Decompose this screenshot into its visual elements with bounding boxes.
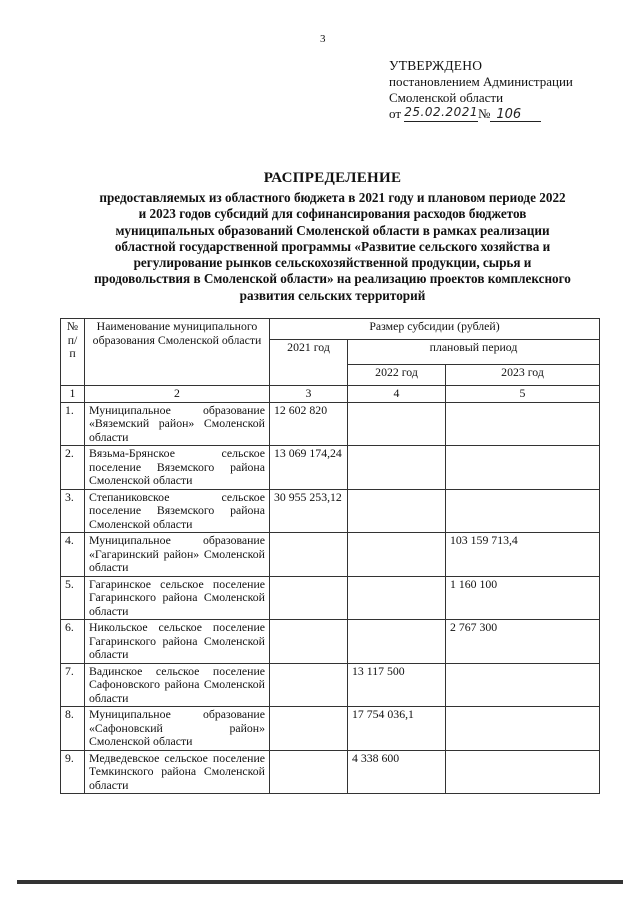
approval-date-line <box>389 106 573 123</box>
table-row <box>61 707 600 751</box>
page-number: 3 <box>320 33 326 45</box>
row-num: 6. <box>61 620 85 664</box>
row-num: 1. <box>61 402 85 446</box>
row-2022 <box>348 576 446 620</box>
table-row <box>61 750 600 794</box>
row-2022 <box>348 533 446 577</box>
header-planned: плановый период <box>348 340 600 365</box>
row-num: 5. <box>61 576 85 620</box>
row-2022: 17 754 036,1 <box>348 707 446 751</box>
title-heading: РАСПРЕДЕЛЕНИЕ <box>263 170 402 186</box>
handwritten-date: 25.02.2021 <box>404 105 478 119</box>
number-prefix: № <box>477 106 491 121</box>
header-2021: 2021 год <box>270 340 348 386</box>
approval-heading: УТВЕРЖДЕНО <box>389 58 483 73</box>
approval-line-2: Смоленской области <box>389 90 504 105</box>
row-2022: 4 338 600 <box>348 750 446 794</box>
row-2023 <box>446 489 600 533</box>
handwritten-number: 106 <box>496 107 522 122</box>
approval-line-1: постановлением Администрации <box>389 74 573 89</box>
date-prefix: от <box>389 106 402 121</box>
table-row <box>61 446 600 490</box>
header-num: № п/п <box>61 319 85 386</box>
row-name: Вязьма-Брянское сельское поселение Вяземского района Смоленской области <box>85 446 270 490</box>
index-cell: 5 <box>446 386 600 403</box>
header-2022: 2022 год <box>348 365 446 386</box>
row-num: 7. <box>61 663 85 707</box>
title-body <box>60 190 605 304</box>
row-2021 <box>270 750 348 794</box>
row-2021 <box>270 533 348 577</box>
header-amount: Размер субсидии (рублей) <box>270 319 600 340</box>
row-2022 <box>348 489 446 533</box>
row-2022: 13 117 500 <box>348 663 446 707</box>
row-2022 <box>348 402 446 446</box>
row-2021: 13 069 174,24 <box>270 446 348 490</box>
index-cell: 1 <box>61 386 85 403</box>
row-2021: 30 955 253,12 <box>270 489 348 533</box>
table-row <box>61 489 600 533</box>
table-row <box>61 576 600 620</box>
row-name: Гагаринское сельское поселение Гагаринского района Смоленской области <box>85 576 270 620</box>
row-2021: 12 602 820 <box>270 402 348 446</box>
title-line: регулирование рынков сельскохозяйственной продукции, сырья и <box>133 255 532 271</box>
table-row <box>61 620 600 664</box>
row-name: Муниципальное образование «Вяземский район» Смоленской области <box>85 402 270 446</box>
document-title <box>60 170 605 304</box>
row-2023: 103 159 713,4 <box>446 533 600 577</box>
title-line: областной государственной программы «Развитие сельского хозяйства и <box>114 238 551 254</box>
index-row <box>61 386 600 403</box>
row-name: Степаниковское сельское поселение Вяземского района Смоленской области <box>85 489 270 533</box>
row-num: 8. <box>61 707 85 751</box>
row-2023 <box>446 663 600 707</box>
row-2021 <box>270 663 348 707</box>
row-2021 <box>270 707 348 751</box>
title-line: и 2023 годов субсидий для софинансирования расходов бюджетов <box>138 206 527 222</box>
row-num: 3. <box>61 489 85 533</box>
row-name: Муниципальное образование «Гагаринский район» Смоленской области <box>85 533 270 577</box>
title-line: развития сельских территорий <box>239 287 426 303</box>
row-2021 <box>270 576 348 620</box>
row-2023: 1 160 100 <box>446 576 600 620</box>
title-line: продовольствия в Смоленской области» на реализацию проектов комплексного <box>94 271 571 287</box>
row-2023: 2 767 300 <box>446 620 600 664</box>
table-row <box>61 663 600 707</box>
row-2023 <box>446 446 600 490</box>
row-2023 <box>446 750 600 794</box>
row-num: 4. <box>61 533 85 577</box>
header-2023: 2023 год <box>446 365 600 386</box>
table-row <box>61 402 600 446</box>
index-cell: 4 <box>348 386 446 403</box>
row-2022 <box>348 620 446 664</box>
title-line: муниципальных образований Смоленской области в рамках реализации <box>115 222 550 238</box>
header-name: Наименование муниципального образования Смоленской области <box>85 319 270 386</box>
title-line: предоставляемых из областного бюджета в 2021 году и плановом периоде 2022 <box>99 190 566 205</box>
row-name: Медведевское сельское поселение Темкинского района Смоленской области <box>85 750 270 794</box>
subsidy-table <box>60 318 600 794</box>
scan-edge-divider <box>17 880 623 884</box>
row-2021 <box>270 620 348 664</box>
header-row <box>61 319 600 340</box>
row-name: Муниципальное образование «Сафоновский район» Смоленской области <box>85 707 270 751</box>
row-2023 <box>446 402 600 446</box>
index-cell: 2 <box>85 386 270 403</box>
row-2022 <box>348 446 446 490</box>
row-name: Никольское сельское поселение Гагаринского района Смоленской области <box>85 620 270 664</box>
row-num: 9. <box>61 750 85 794</box>
row-num: 2. <box>61 446 85 490</box>
approval-block <box>389 58 573 123</box>
index-cell: 3 <box>270 386 348 403</box>
table-row <box>61 533 600 577</box>
row-2023 <box>446 707 600 751</box>
row-name: Вадинское сельское поселение Сафоновского района Смоленской области <box>85 663 270 707</box>
